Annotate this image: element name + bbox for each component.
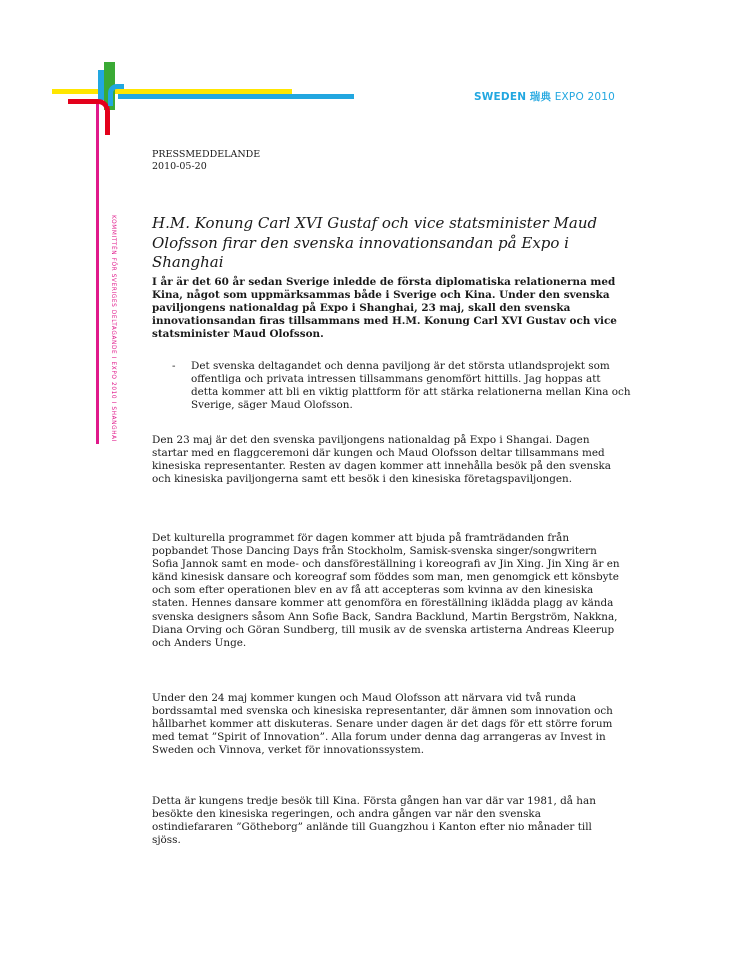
body-paragraph: Den 23 maj är det den svenska paviljongens nationaldag på Expo i Shangai. Dagen startar med en flaggceremoni där kungen och Maud Olofsson deltar tillsammans med kinesiska representanter. Resten av dagen kommer att innehålla besök på den svenska och kinesiska paviljongerna samt ett besök i den kinesiska företagspaviljongen. [152,434,611,486]
logo-sweden: SWEDEN [474,91,527,103]
ribbon-red-curve [68,99,110,135]
press-header [152,149,260,173]
press-label: PRESSMEDDELANDE [152,149,261,160]
press-date: 2010-05-20 [152,161,207,172]
logo-chinese: 瑞典 [529,91,552,103]
quote-dash: - [172,360,176,372]
lead-paragraph: I år är det 60 år sedan Sverige inledde de första diplomatiska relationerna med Kina, något som uppmärksammas både i Sverige och Kina. Under den svenska paviljongens nationaldag på Expo i Shanghai, 23 maj, skall den svenska innovationsandan firas tillsammans med H.M. Konung Carl XVI Gustav och vice statsminister Maud Olofsson. [152,276,617,341]
ribbon-magenta-vertical [96,104,99,444]
sweden-expo-logo [474,89,615,104]
sidebar-committee-text: KOMMITTÉN FÖR SVERIGES DELTAGANDE I EXPO 2010 I SHANGHAI [110,215,116,443]
ribbon-blue-curve [108,84,124,106]
ribbon-blue-horizontal [118,94,354,99]
page-title: H.M. Konung Carl XVI Gustaf och vice statsminister Maud Olofsson firar den svenska innovationsandan på Expo i Shanghai [152,214,598,271]
body-paragraph: Detta är kungens tredje besök till Kina. Första gången han var där var 1981, då han besökte den kinesiska regeringen, och andra gången var när den svenska ostindiefararen ”Götheborg” anlände till Guangzhou i Kanton efter nio månader till sjöss. [152,795,596,847]
body-paragraph: Under den 24 maj kommer kungen och Maud Olofsson att närvara vid två runda bordssamtal med svenska och kinesiska representanter, där ämnen som innovation och hållbarhet kommer att diskuteras. Senare under dagen är det dags för ett större forum med temat ”Spirit of Innovation”. Alla forum under denna dag arrangeras av Invest in Sweden och Vinnova, verket för innovationssystem. [152,692,613,757]
quote-text: Det svenska deltagandet och denna paviljong är det största utlandsprojekt som offentliga och privata intressen tillsammans genomfört hittills. Jag hoppas att detta kommer att bli en viktig plattform för att stärka relationerna mellan Kina och Sverige, säger Maud Olofsson. [191,360,631,412]
body-paragraph: Det kulturella programmet för dagen kommer att bjuda på framträdanden från popbandet Those Dancing Days från Stockholm, Samisk-svenska singer/songwritern Sofia Jannok samt en mode- och dansföreställning i koreografi av Jin Xing. Jin Xing är en känd kinesisk dansare och koreograf som föddes som man, men genomgick ett könsbyte och som efter operationen blev en av få att accepteras som kvinna av den kinesiska staten. Hennes dansare kommer att genomföra en föreställning iklädda plagg av kända svenska designers såsom Ann Sofie Back, Sandra Backlund, Martin Bergström, Nakkna, Diana Orving och Göran Sundberg, till musik av de svenska artisterna Andreas Kleerup och Anders Unge. [152,532,620,649]
ribbon-blue-vertical [98,70,104,100]
logo-expo: EXPO 2010 [554,91,615,103]
